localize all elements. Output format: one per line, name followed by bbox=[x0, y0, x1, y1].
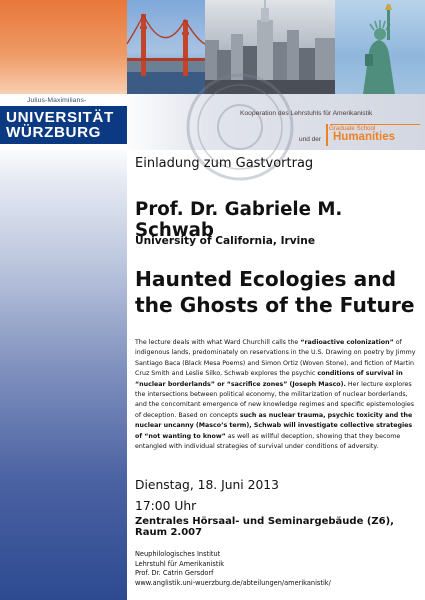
speaker-affiliation: University of California, Irvine bbox=[135, 235, 316, 247]
speaker-name: Prof. Dr. Gabriele M. Schwab bbox=[135, 199, 343, 241]
talk-title-line-2: the Ghosts of the Future bbox=[135, 293, 415, 317]
talk-title bbox=[135, 266, 420, 318]
and-text: und der bbox=[299, 136, 322, 143]
abstract-bold-2: conditions of survival in “nuclear borderlands” or “sacrifice zones” (Joseph Masco). bbox=[135, 370, 403, 388]
university-prefix: Julius-Maximilians- bbox=[27, 97, 87, 104]
contact-institute: Neuphilologisches Institut bbox=[135, 550, 221, 558]
abstract-text-4: as well as willful deception, showing that they become entangled with individual strategies of survival under conditions of adversity. bbox=[135, 432, 401, 451]
abstract-bold-3: such as nuclear trauma, psychic toxicity and the nuclear uncanny (Masco’s term), Schwab will investigate collective strategies of “not wanting to know” bbox=[135, 411, 413, 440]
contact-chair: Lehrstuhl für Amerikanistik bbox=[135, 559, 225, 568]
humanities-logo[interactable]: Humanities bbox=[333, 131, 395, 143]
talk-title-line-1: Haunted Ecologies and bbox=[135, 267, 397, 291]
graduate-school-bar bbox=[326, 124, 328, 146]
side-gradient-bar bbox=[0, 0, 127, 600]
event-location: Zentrales Hörsaal- und Seminargebäude (Z6), Raum 2.007 bbox=[135, 516, 394, 538]
invitation-heading: Einladung zum Gastvortrag bbox=[135, 156, 314, 171]
graduate-school-label: Graduate School bbox=[329, 125, 376, 132]
statue-of-liberty-image bbox=[335, 0, 425, 94]
abstract-text-2: of indigenous lands, predominately on reservations in the U.S. Drawing on poetry by Jimmy Santiago Baca (Black Mesa Poems) and Simon Ortiz (Woven Stone), and fiction of Martin Cruz Smith and Leslie Silko, Schwab explores the psychic bbox=[135, 339, 416, 378]
contact-person: Prof. Dr. Catrin Gersdorf bbox=[135, 569, 214, 578]
university-logo[interactable] bbox=[6, 110, 114, 140]
abstract-text-3: Her lecture explores the intersections between political economy, the militarization of nuclear borderlands, and the concomitant emergence of new knowledge regimes and specific epistemologies of deception. Based on concepts bbox=[135, 380, 414, 419]
cooperation-text: Kooperation des Lehrstuhls für Amerikanistik bbox=[240, 110, 373, 117]
contact-website-link[interactable]: www.anglistik.uni-wuerzburg.de/abteilungen/amerikanistik/ bbox=[135, 578, 331, 587]
university-name-line-1: UNIVERSITÄT bbox=[6, 109, 114, 126]
university-name-line-2: WÜRZBURG bbox=[6, 124, 102, 141]
event-time: 17:00 Uhr bbox=[135, 499, 197, 513]
contact-block bbox=[135, 550, 331, 588]
event-date: Dienstag, 18. Juni 2013 bbox=[135, 478, 279, 492]
abstract-bold-1: “radioactive colonization” bbox=[300, 339, 394, 346]
abstract-paragraph bbox=[135, 338, 420, 452]
abstract-text-1: The lecture deals with what Ward Churchill calls the bbox=[135, 339, 301, 346]
